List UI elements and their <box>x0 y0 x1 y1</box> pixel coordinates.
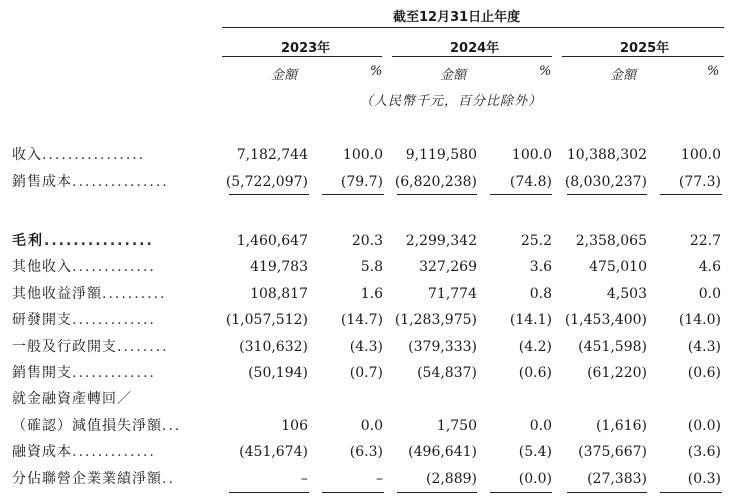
row-label <box>12 143 145 167</box>
amount-cell: (496,641) <box>408 444 477 460</box>
percent-cell: (3.6) <box>687 444 721 460</box>
percent-cell: 0.0 <box>360 418 383 434</box>
bottom-underline-3 <box>397 492 477 493</box>
amount-header-2024: 金額 <box>440 68 467 83</box>
percent-cell: (0.0) <box>687 418 721 434</box>
year-2025-underline <box>562 56 724 57</box>
row-label-text: 研發開支 <box>12 312 72 328</box>
percent-cell: (14.0) <box>678 312 721 328</box>
amount-cell: (54,837) <box>417 365 477 381</box>
percent-cell: 100.0 <box>680 147 721 163</box>
amount-cell: 71,774 <box>428 286 477 302</box>
row-label-text: 毛利 <box>12 233 44 249</box>
amount-cell: (1,453,400) <box>564 312 647 328</box>
percent-cell: 4.6 <box>698 259 721 275</box>
row-label <box>12 414 181 438</box>
percent-cell: 5.8 <box>360 259 383 275</box>
cost-underline-5 <box>567 194 647 195</box>
percent-cell: (74.8) <box>509 174 552 190</box>
percent-cell: (4.3) <box>349 339 383 355</box>
amount-cell: 419,783 <box>250 259 308 275</box>
amount-cell: 106 <box>281 418 308 434</box>
row-label <box>12 440 156 464</box>
percent-cell: 100.0 <box>511 147 552 163</box>
percent-cell: 100.0 <box>342 147 383 163</box>
amount-cell: (8,030,237) <box>564 174 647 190</box>
percent-cell: – <box>376 471 383 487</box>
period-title: 截至12月31日止年度 <box>393 10 521 25</box>
amount-cell: (379,333) <box>408 339 477 355</box>
year-2024: 2024年 <box>450 41 500 56</box>
row-label <box>12 170 169 194</box>
bottom-underline-5 <box>567 492 647 493</box>
percent-cell: (14.7) <box>340 312 383 328</box>
row-leader-dots: ............... <box>44 233 154 249</box>
amount-cell: (375,667) <box>578 444 647 460</box>
cost-underline-3 <box>397 194 477 195</box>
row-label-text: 一般及行政開支 <box>12 339 117 355</box>
percent-cell: 22.7 <box>689 233 721 249</box>
row-label-text: 就金融資產轉回／ <box>12 391 132 407</box>
row-leader-dots: ............. <box>72 259 156 275</box>
amount-cell: (61,220) <box>587 365 647 381</box>
row-leader-dots: ........ <box>117 339 169 355</box>
period-underline <box>222 27 724 28</box>
table-row <box>0 229 734 253</box>
percent-cell: (0.6) <box>518 365 552 381</box>
percent-cell: (77.3) <box>678 174 721 190</box>
amount-cell: 475,010 <box>589 259 647 275</box>
row-label-text: 分佔聯營企業業績淨額 <box>12 471 162 487</box>
cost-underline-4 <box>490 194 552 195</box>
amount-cell: 10,388,302 <box>566 147 647 163</box>
table-row <box>0 255 734 279</box>
amount-header-2025: 金額 <box>610 68 637 83</box>
amount-cell: (310,632) <box>239 339 308 355</box>
row-leader-dots: ............. <box>72 365 156 381</box>
percent-cell: (0.3) <box>687 471 721 487</box>
year-2024-underline <box>392 56 552 57</box>
row-leader-dots: ............. <box>72 444 156 460</box>
table-row <box>0 467 734 491</box>
row-leader-dots: ............. <box>72 312 156 328</box>
table-row <box>0 282 734 306</box>
percent-cell: 25.2 <box>520 233 552 249</box>
bottom-underline-2 <box>322 492 384 493</box>
percent-cell: (6.3) <box>349 444 383 460</box>
table-row <box>0 361 734 385</box>
amount-cell: (451,598) <box>578 339 647 355</box>
amount-cell: 327,269 <box>419 259 477 275</box>
percent-cell: (79.7) <box>340 174 383 190</box>
amount-cell: (6,820,238) <box>394 174 477 190</box>
amount-cell: 7,182,744 <box>236 147 308 163</box>
bottom-underline-4 <box>490 492 552 493</box>
table-row <box>0 414 734 438</box>
percent-cell: (4.3) <box>687 339 721 355</box>
unit-note: （人民幣千元，百分比除外） <box>360 94 543 109</box>
percent-cell: (0.7) <box>349 365 383 381</box>
percent-header-2023: % <box>370 64 383 79</box>
amount-cell: (451,674) <box>239 444 308 460</box>
table-row <box>0 143 734 167</box>
row-label-text: （確認）減值損失淨額 <box>12 418 162 434</box>
table-row <box>0 308 734 332</box>
percent-cell: 3.6 <box>529 259 552 275</box>
row-leader-dots: .. <box>162 471 175 487</box>
cost-underline-1 <box>229 194 309 195</box>
row-label <box>12 308 156 332</box>
percent-cell: 0.8 <box>529 286 552 302</box>
amount-cell: 108,817 <box>250 286 308 302</box>
row-label-text: 融資成本 <box>12 444 72 460</box>
amount-cell: (5,722,097) <box>225 174 308 190</box>
amount-cell: (27,383) <box>587 471 647 487</box>
row-leader-dots: .......... <box>102 286 167 302</box>
bottom-underline-1 <box>229 492 309 493</box>
row-label <box>12 282 167 306</box>
table-row <box>0 387 734 411</box>
table-row <box>0 170 734 194</box>
percent-cell: (0.0) <box>518 471 552 487</box>
cost-underline-2 <box>322 194 384 195</box>
amount-cell: 1,460,647 <box>236 233 308 249</box>
row-label-text: 其他收入 <box>12 259 72 275</box>
year-2025: 2025年 <box>620 41 670 56</box>
amount-cell: – <box>301 471 308 487</box>
row-leader-dots: ... <box>162 418 182 434</box>
table-row <box>0 335 734 359</box>
percent-cell: (5.4) <box>518 444 552 460</box>
row-label-text: 銷售成本 <box>12 174 72 190</box>
row-label-text: 其他收益淨額 <box>12 286 102 302</box>
table-row <box>0 440 734 464</box>
amount-cell: (50,194) <box>248 365 308 381</box>
row-label <box>12 361 156 385</box>
percent-cell: 1.6 <box>360 286 383 302</box>
row-label-text: 銷售開支 <box>12 365 72 381</box>
bottom-underline-6 <box>660 492 722 493</box>
row-label <box>12 255 156 279</box>
year-2023: 2023年 <box>281 41 331 56</box>
percent-cell: 0.0 <box>698 286 721 302</box>
row-label-text: 收入 <box>12 147 42 163</box>
row-label <box>12 467 175 491</box>
percent-cell: (4.2) <box>518 339 552 355</box>
amount-cell: (1,057,512) <box>225 312 308 328</box>
amount-cell: 2,299,342 <box>405 233 477 249</box>
year-2023-underline <box>222 56 382 57</box>
row-leader-dots: ................ <box>42 147 146 163</box>
percent-cell: (14.1) <box>509 312 552 328</box>
amount-header-2023: 金額 <box>271 68 298 83</box>
percent-header-2024: % <box>539 64 552 79</box>
percent-cell: (0.6) <box>687 365 721 381</box>
percent-header-2025: % <box>707 64 720 79</box>
amount-cell: (1,283,975) <box>394 312 477 328</box>
amount-cell: 2,358,065 <box>575 233 647 249</box>
cost-underline-6 <box>660 194 722 195</box>
row-label <box>12 229 154 253</box>
amount-cell: (1,616) <box>595 418 647 434</box>
amount-cell: 9,119,580 <box>405 147 477 163</box>
percent-cell: 20.3 <box>351 233 383 249</box>
row-label <box>12 387 132 411</box>
amount-cell: (2,889) <box>425 471 477 487</box>
row-leader-dots: ............... <box>72 174 169 190</box>
percent-cell: 0.0 <box>529 418 552 434</box>
amount-cell: 1,750 <box>436 418 477 434</box>
amount-cell: 4,503 <box>606 286 647 302</box>
row-label <box>12 335 169 359</box>
